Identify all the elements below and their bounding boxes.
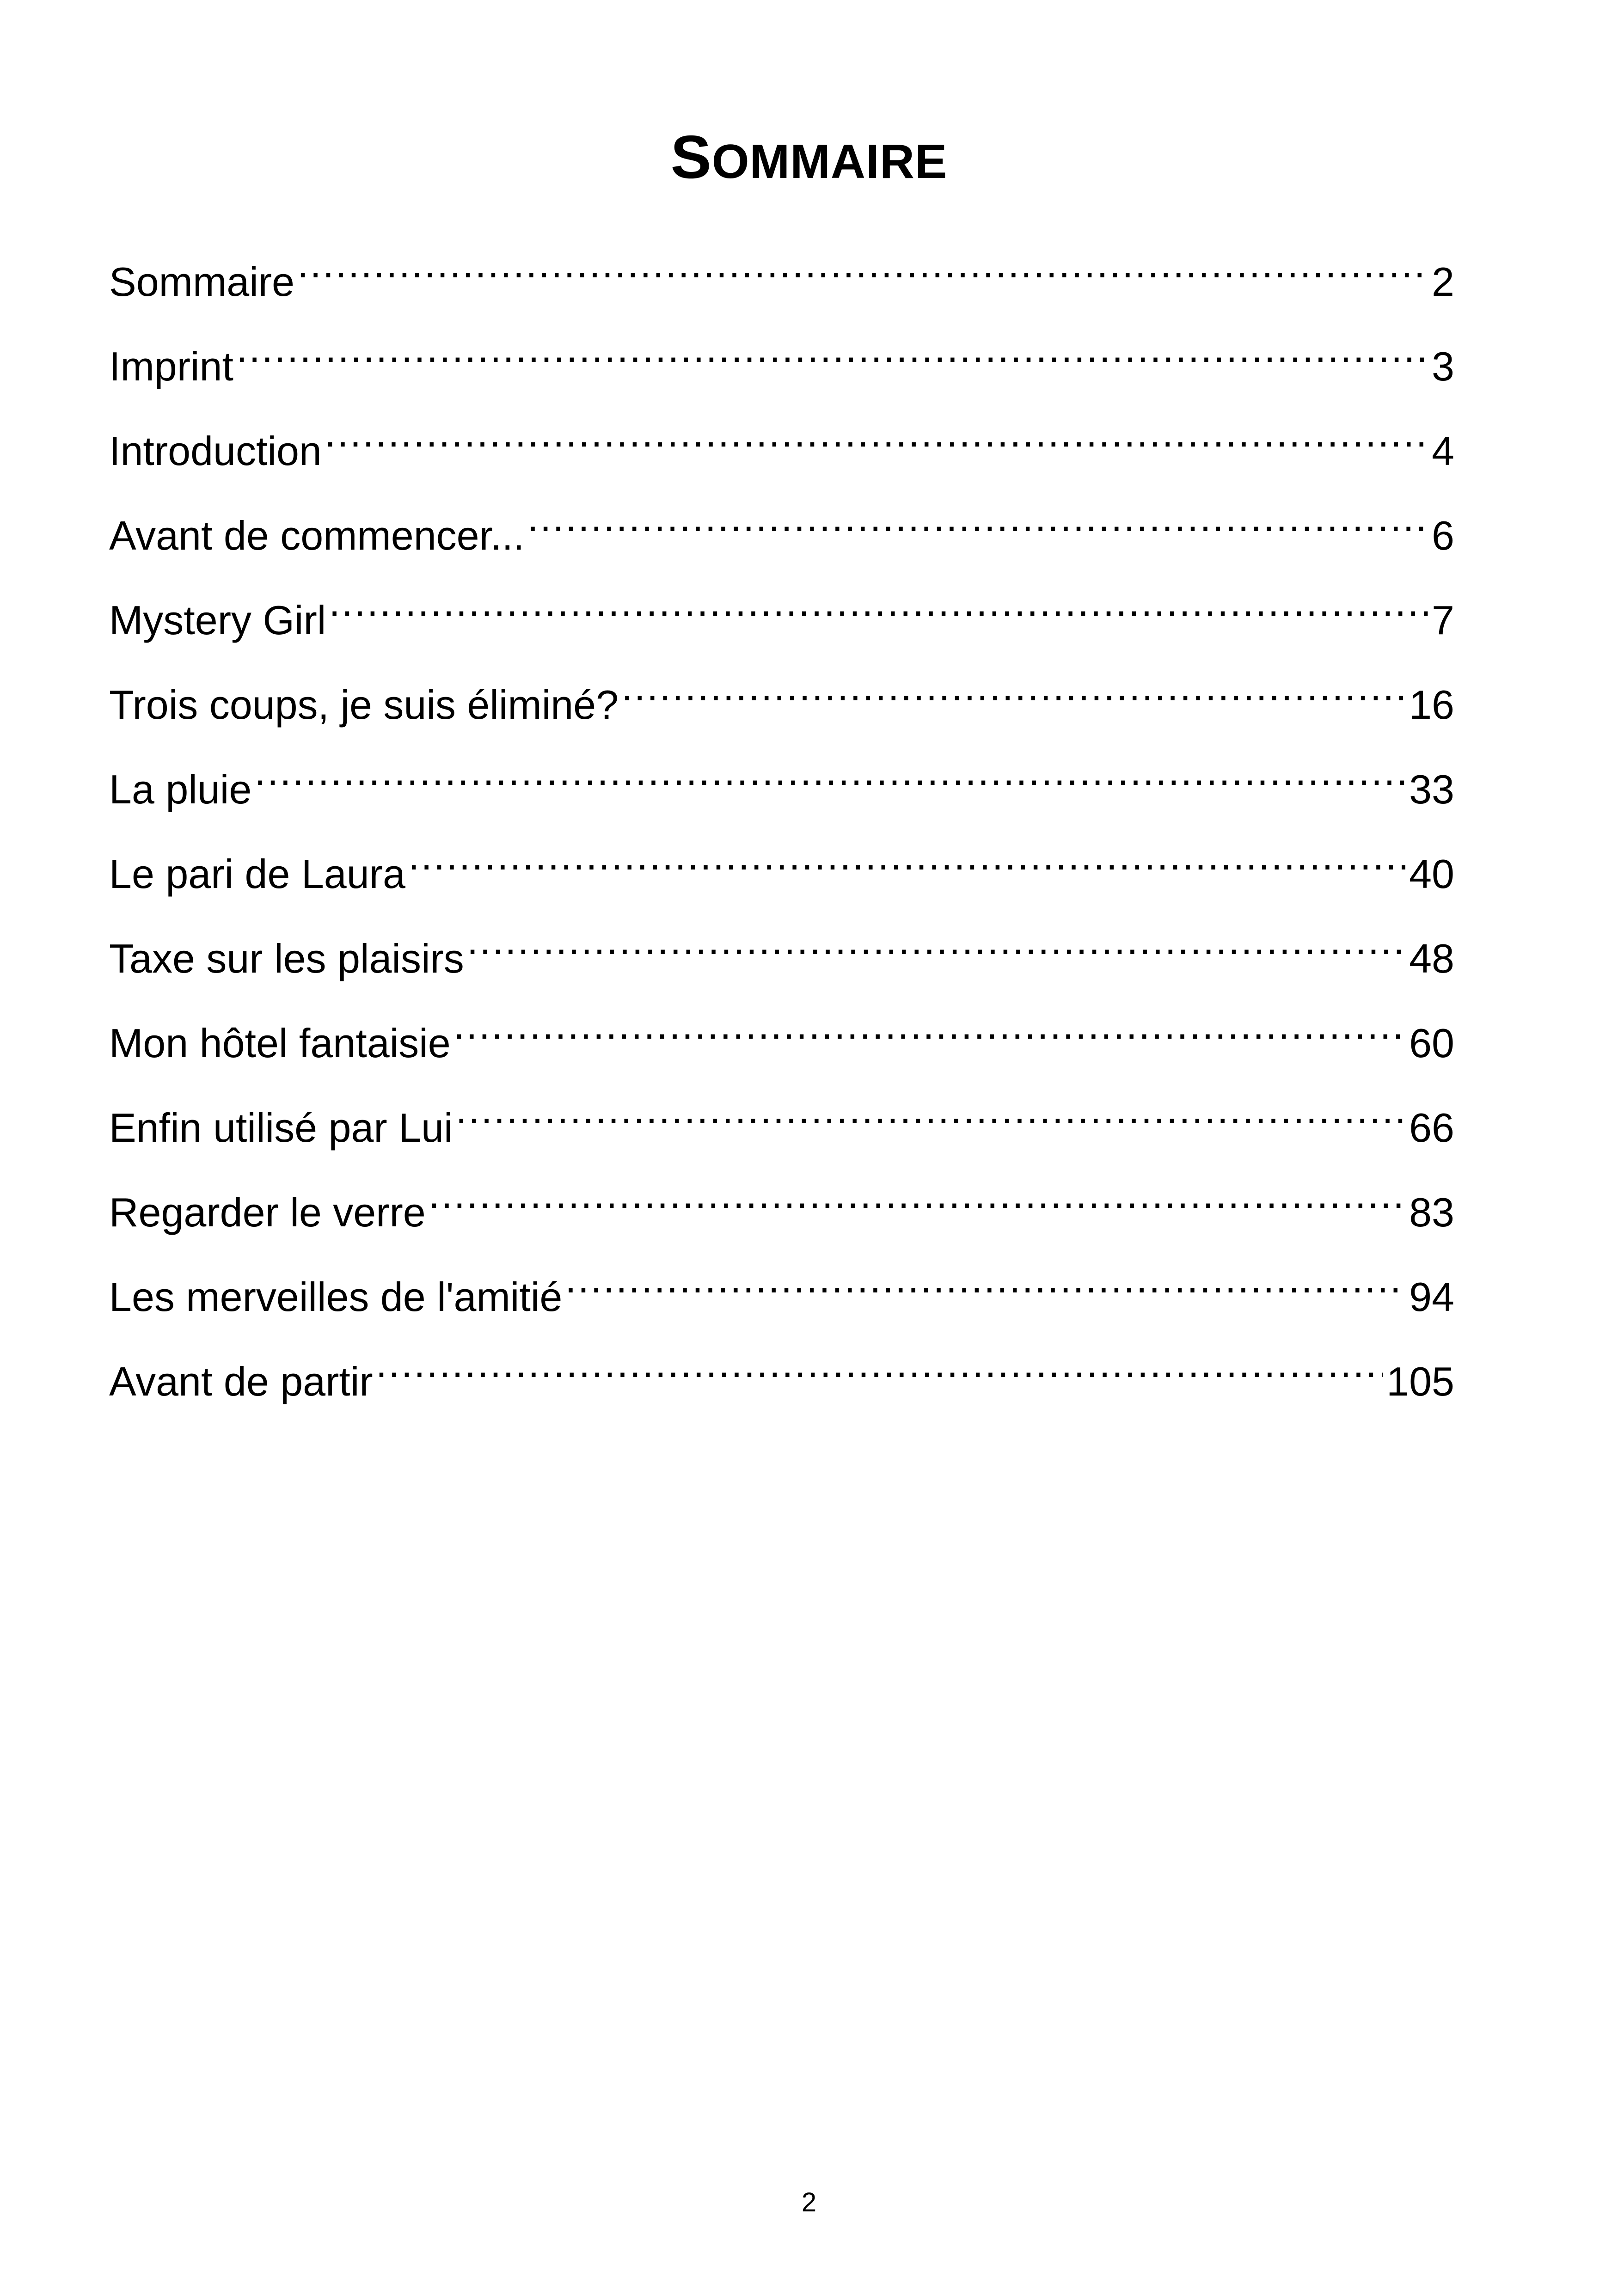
toc-entry-title: Imprint <box>109 343 233 389</box>
toc-dot-leader <box>527 485 1428 550</box>
toc-entry[interactable] <box>109 231 1454 316</box>
toc-entry[interactable] <box>109 1246 1454 1331</box>
toc-dot-leader <box>565 1246 1405 1311</box>
toc-dot-leader <box>297 231 1428 296</box>
toc-entry-page: 83 <box>1409 1189 1454 1235</box>
toc-entry-title: Les merveilles de l'amitié <box>109 1274 563 1320</box>
toc-entry-page: 3 <box>1432 343 1454 389</box>
toc-dot-leader <box>236 316 1428 380</box>
toc-dot-leader <box>408 823 1405 888</box>
toc-entry-page: 40 <box>1409 851 1454 897</box>
toc-entry-title: Sommaire <box>109 259 294 305</box>
toc-dot-leader <box>325 400 1428 465</box>
toc-entry-title: Mystery Girl <box>109 597 326 643</box>
toc-entry[interactable] <box>109 485 1454 569</box>
toc-entry-page: 66 <box>1409 1105 1454 1151</box>
toc-dot-leader <box>376 1331 1383 1396</box>
toc-dot-leader <box>429 1162 1405 1226</box>
toc-entry[interactable] <box>109 1331 1454 1415</box>
toc-dot-leader <box>456 1077 1406 1142</box>
toc-entry-title: Avant de commencer... <box>109 513 525 558</box>
toc-entry[interactable] <box>109 739 1454 823</box>
toc-entry[interactable] <box>109 823 1454 908</box>
toc-entry-title: Mon hôtel fantaisie <box>109 1020 451 1066</box>
toc-entry-page: 60 <box>1409 1020 1454 1066</box>
toc-entry-title: Introduction <box>109 428 322 474</box>
toc-entry-title: Trois coups, je suis éliminé? <box>109 682 619 728</box>
toc-entry[interactable] <box>109 569 1454 654</box>
toc-entry-title: Avant de partir <box>109 1359 373 1404</box>
toc-entry-page: 33 <box>1409 766 1454 812</box>
toc-entry[interactable] <box>109 1077 1454 1162</box>
toc-dot-leader <box>454 992 1405 1057</box>
toc-entry[interactable] <box>109 908 1454 992</box>
toc-entry[interactable] <box>109 992 1454 1077</box>
toc-entry[interactable] <box>109 654 1454 739</box>
toc-dot-leader <box>467 908 1405 973</box>
toc-entry-page: 48 <box>1409 936 1454 981</box>
toc-entry[interactable] <box>109 400 1454 485</box>
page-title-rest: OMMAIRE <box>711 135 948 189</box>
toc-entry-title: Regarder le verre <box>109 1189 426 1235</box>
toc-dot-leader <box>621 654 1405 719</box>
toc-entry-title: Enfin utilisé par Lui <box>109 1105 453 1151</box>
toc-entry[interactable] <box>109 1162 1454 1246</box>
toc-entry-page: 2 <box>1432 259 1454 305</box>
toc-entry-page: 16 <box>1409 682 1454 728</box>
toc-entry-page: 105 <box>1386 1359 1454 1404</box>
toc-entry[interactable] <box>109 316 1454 400</box>
toc-entry-title: La pluie <box>109 766 252 812</box>
toc-entry-page: 6 <box>1432 513 1454 558</box>
toc-entry-title: Taxe sur les plaisirs <box>109 936 464 981</box>
toc-dot-leader <box>254 739 1405 803</box>
toc-entry-page: 94 <box>1409 1274 1454 1320</box>
page-title <box>0 118 1618 201</box>
toc-entry-page: 4 <box>1432 428 1454 474</box>
page-title-initial: S <box>670 123 712 191</box>
toc-dot-leader <box>329 569 1428 634</box>
toc-entry-page: 7 <box>1432 597 1454 643</box>
toc-entry-title: Le pari de Laura <box>109 851 405 897</box>
table-of-contents <box>109 231 1454 1415</box>
page-number: 2 <box>801 2187 817 2217</box>
